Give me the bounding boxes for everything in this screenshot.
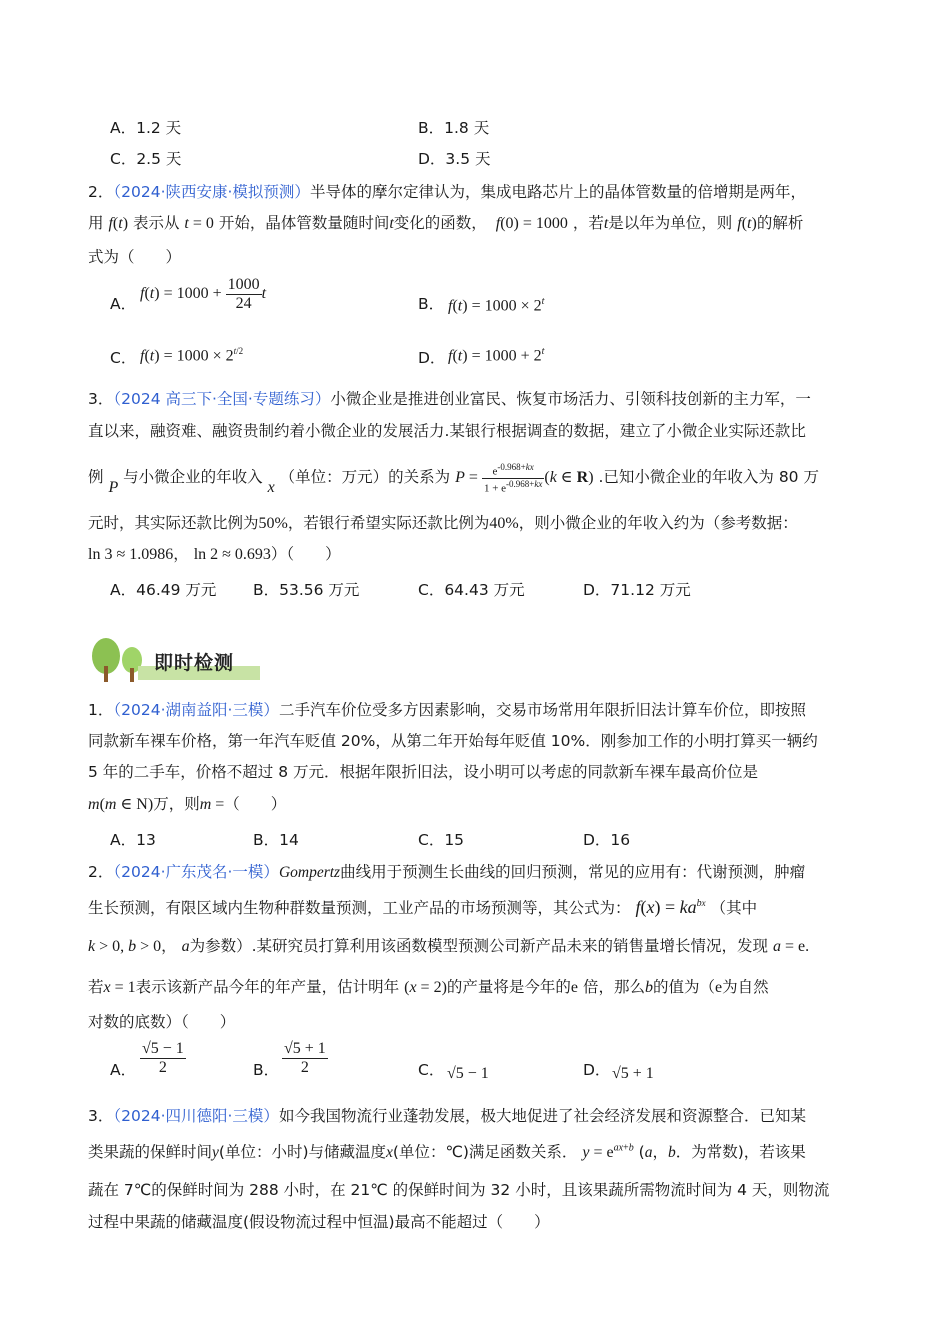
option-c: C．15 xyxy=(418,831,465,849)
option-a: A． xyxy=(110,295,137,313)
option-b: B． xyxy=(253,1061,280,1079)
section-question-2-line-3: k > 0, b > 0， a为参数）.某研究员打算利用该函数模型预测公司新产品未来的销售量增长情况，发现 a = e. xyxy=(88,937,810,955)
section-question-2-line-5: 对数的底数）（ ） xyxy=(88,1013,236,1031)
section-question-2-line-2: 生长预测，有限区域内生物种群数量预测，工业产品的市场预测等，其公式为： $f(x) = ka^{bx}$ （其中 xyxy=(88,897,758,917)
formula-option-a: $\frac{√5 - 1}{2}$ xyxy=(142,1040,184,1076)
option-a: A． xyxy=(110,1061,137,1079)
option-b: B．14 xyxy=(253,831,299,849)
option-a: A．13 xyxy=(110,831,156,849)
option-d: D． xyxy=(583,1061,611,1079)
source-tag: （2024 高三下·全国·专题练习） xyxy=(113,390,331,408)
formula-option-d: √5 + 1 xyxy=(612,1065,654,1082)
option-c: C． xyxy=(418,1061,445,1079)
formula-option-c: √5 − 1 xyxy=(447,1065,489,1082)
option-a: A．46.49 万元 xyxy=(110,581,217,599)
section-question-1-line-1: 1．（2024·湖南益阳·三模）二手汽车价位受多方因素影响，交易市场常用年限折旧法计算车价位，即按照 xyxy=(88,701,806,719)
question-2-line-2: 用 f(t) 表示从 t = 0 开始，晶体管数量随时间t变化的函数， f(0) = 1000 ，若t是以年为单位，则 f(t)的解析 xyxy=(88,214,804,232)
option-d: D．3.5 天 xyxy=(418,150,491,168)
source-tag: （2024·陕西安康·模拟预测） xyxy=(113,183,310,201)
section-question-1-line-3: 5 年的二手车，价格不超过 8 万元．根据年限折旧法，设小明可以考虑的同款新车裸车最高价位是 xyxy=(88,763,759,781)
option-d: D．71.12 万元 xyxy=(583,581,691,599)
source-tag: （2024·湖南益阳·三模） xyxy=(113,701,279,719)
section-title: 即时检测 xyxy=(154,652,235,674)
option-c: C． xyxy=(110,349,137,367)
section-question-2-line-4: 若x = 1表示该新产品今年的年产量，估计明年 (x = 2)的产量将是今年的e 倍，那么b的值为（e为自然 xyxy=(88,978,769,996)
section-question-3-line-2: 类果蔬的保鲜时间y(单位：小时)与储藏温度x(单位：℃)满足函数关系． $y = e^{ax+b}$ (a，b．为常数)，若该果 xyxy=(88,1142,806,1161)
section-question-3-line-1: 3．（2024·四川德阳·三模）如今我国物流行业蓬勃发展，极大地促进了社会经济发展和资源整合．已知某 xyxy=(88,1107,806,1125)
question-3-line-1: 3．（2024 高三下·全国·专题练习）小微企业是推进创业富民、恢复市场活力、引领科技创新的主力军，一 xyxy=(88,390,811,408)
section-question-1-line-2: 同款新车裸车价格，第一年汽车贬值 20%，从第二年开始每年贬值 10%．刚参加工作的小明打算买一辆约 xyxy=(88,732,818,750)
source-tag: （2024·四川德阳·三模） xyxy=(113,1107,279,1125)
question-2-line-3: 式为（ ） xyxy=(88,248,182,266)
option-c: C．2.5 天 xyxy=(110,150,182,168)
option-b: B．53.56 万元 xyxy=(253,581,360,599)
option-c: C．64.43 万元 xyxy=(418,581,525,599)
option-b: B．1.8 天 xyxy=(418,119,490,137)
formula-option-a: f(t) = 1000 + $\frac{1000}{24}$ t xyxy=(140,276,267,312)
question-3-line-4: 元时，其实际还款比例为50%，若银行希望实际还款比例为40%，则小微企业的年收入约为（参考数据： xyxy=(88,514,798,532)
formula-option-c: $f(t) = 1000 \times 2^{t/2}$ xyxy=(140,346,244,365)
option-d: D．16 xyxy=(583,831,631,849)
option-b: B． xyxy=(418,295,445,313)
formula-option-b: $\frac{√5 + 1}{2}$ xyxy=(284,1040,326,1076)
source-tag: （2024·广东茂名·一模） xyxy=(113,863,279,881)
section-question-1-line-4: m(m ∈ N)万，则m =（ ） xyxy=(88,795,287,813)
section-question-2-line-1: 2．（2024·广东茂名·一模）Gompertz曲线用于预测生长曲线的回归预测，常见的应用有：代谢预测，肿瘤 xyxy=(88,863,806,881)
option-d: D． xyxy=(418,349,446,367)
question-3-line-2: 直以来，融资难、融资贵制约着小微企业的发展活力.某银行根据调查的数据，建立了小微企业实际还款比 xyxy=(88,422,806,440)
section-heading xyxy=(88,636,264,682)
formula-option-d: $f(t) = 1000 + 2^t$ xyxy=(448,346,545,365)
question-3-line-5: ln 3 ≈ 1.0986， ln 2 ≈ 0.693）（ ） xyxy=(88,545,341,563)
question-3-line-3: 例 P 与小微企业的年收入 x （单位：万元）的关系为 P = $\frac{e^{-0.968+kx}}{1 + e^{-0.968+kx}}$ (k ∈ R) .已知小微企业的年收入为 80 万 xyxy=(88,462,819,496)
formula-option-b: $f(t) = 1000 \times 2^t$ xyxy=(448,296,545,315)
section-question-3-line-4: 过程中果蔬的储藏温度(假设物流过程中恒温)最高不能超过（ ） xyxy=(88,1213,550,1231)
section-question-3-line-3: 蔬在 7℃的保鲜时间为 288 小时，在 21℃ 的保鲜时间为 32 小时，且该果蔬所需物流时间为 4 天，则物流 xyxy=(88,1181,830,1199)
option-a: A．1.2 天 xyxy=(110,119,182,137)
question-2-line-1: 2．（2024·陕西安康·模拟预测）半导体的摩尔定律认为，集成电路芯片上的晶体管数量的倍增期是两年， xyxy=(88,183,806,201)
